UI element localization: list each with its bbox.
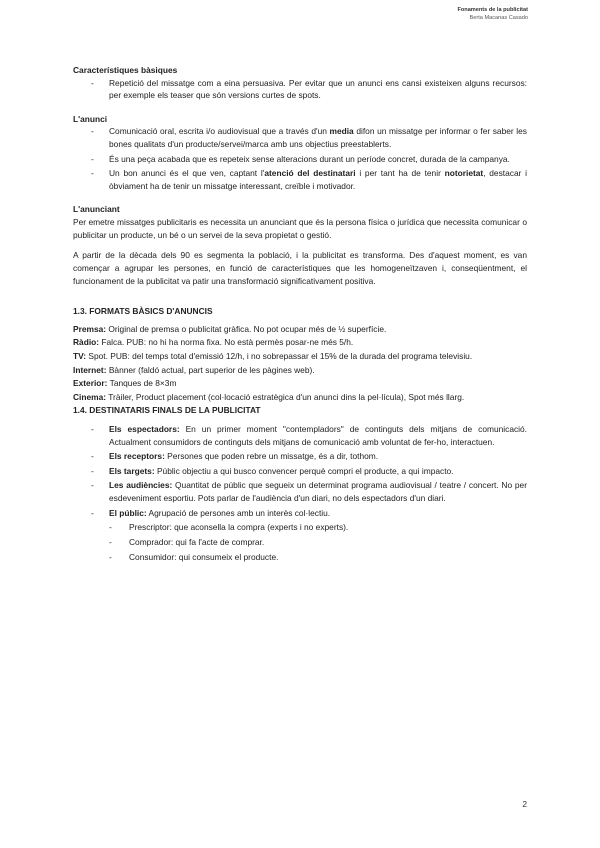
- bullet-list: [73, 423, 527, 519]
- list-item: - Un bon anunci és el que ven, captant l'atenció del destinatari i per tant ha de tenir notorietat, destacar i òbviament ha de tenir un missatge interessant, creïble i motivador.: [91, 168, 527, 191]
- format-row: Premsa: Original de premsa o publicitat gràfica. No pot ocupar més de ½ superfície.: [73, 323, 387, 334]
- list-item: - El públic: Agrupació de persones amb un interès col·lectiu.: [91, 507, 331, 518]
- section-formats: [73, 305, 527, 403]
- list-item: - Les audiències: Quantitat de públic que segueix un determinat programa audiovisual / teatre / concert. No per esdeveniment esportiu. Pots parlar de l'audiència d'un diari, no dels espectadors d'un diari.: [91, 480, 527, 504]
- format-row: Internet: Bànner (faldó actual, part superior de les pàgines web).: [73, 364, 315, 375]
- list-item: - Repetició del missatge com a eina persuasiva. Per evitar que un anunci ens cansi existeixen alguns recursos: per exemple els teaser que són versions curtes de spots.: [91, 77, 527, 101]
- format-row: TV: Spot. PUB: del temps total d'emissió 12/h, i no sobrepassar el 15% de la durada del programa televisiu.: [73, 350, 473, 361]
- section-heading: 1.4. DESTINATARIS FINALS DE LA PUBLICITAT: [73, 405, 261, 416]
- format-row: Ràdio: Falca. PUB: no hi ha norma fixa. No està permès posar-ne més 5/h.: [73, 337, 354, 348]
- section-heading: L'anunciant: [73, 204, 120, 215]
- bullet-list: [73, 77, 527, 102]
- format-row: Exterior: Tanques de 8×3m: [73, 378, 177, 389]
- section-basic: [73, 64, 527, 102]
- sub-bullet-list: [73, 521, 527, 563]
- list-item: - Comprador: qui fa l'acte de comprar.: [109, 536, 265, 547]
- list-item: - Comunicació oral, escrita i/o audiovisual que a través d'un media difon un missatge per informar o fer saber les bones qualitats d'un producte/servei/marca amb uns objectius preestablerts.: [91, 126, 527, 150]
- bullet-list: [73, 125, 527, 192]
- list-item: - Els espectadors: En un primer moment "contempladors" de continguts dels mitjans de comunicació. Actualment consumidors de continguts dels mitjans de comunicació amb voluntat de fer-ho, interactuen.: [91, 424, 528, 447]
- section-heading: L'anunci: [73, 113, 108, 124]
- page-number: 2: [522, 799, 527, 809]
- list-item: - Els receptors: Persones que poden rebre un missatge, és a dir, tothom.: [91, 451, 379, 462]
- list-item: - Consumidor: qui consumeix el producte.: [109, 551, 279, 562]
- list-item: - Els targets: Públic objectiu a qui busco convencer perquè compri el producte, a qui impacto.: [91, 465, 454, 476]
- section-anunciant: [73, 203, 527, 287]
- header-author: Berta Macanas Casado: [469, 15, 528, 22]
- paragraph: A partir de la dècada dels 90 es segmenta la població, i la publicitat es transforma. Des d'aquest moment, es van començar a agrupar les persones, en funció de característiques que les homogeneïtzaven i, conseqüentment, el funcionament de la publicitat va patir una transformació significativament positiva.: [73, 250, 527, 286]
- list-item: - Prescriptor: que aconsella la compra (experts i no experts).: [109, 522, 349, 533]
- header-title: Fonaments de la publicitat: [457, 7, 528, 13]
- section-heading: Característiques bàsiques: [73, 65, 178, 75]
- section-anunci: [73, 113, 527, 193]
- list-item: - És una peça acabada que es repeteix sense alteracions durant un període concret, durada de la campanya.: [91, 153, 510, 164]
- paragraph: Per emetre missatges publicitaris es necessita un anunciant que és la persona física o jurídica que necessita comunicar o publicitar un producte, un bé o un servei de la seva propietat o gestió.: [73, 217, 527, 240]
- document-body: [73, 64, 527, 565]
- section-destinataris: [73, 404, 527, 563]
- page-header: [457, 6, 528, 22]
- format-row: Cinema: Tràiler, Product placement (col·locació estratègica d'un anunci dins la pel·lícula), Spot més llarg.: [73, 391, 465, 402]
- section-heading: 1.3. FORMATS BÀSICS D'ANUNCIS: [73, 306, 213, 317]
